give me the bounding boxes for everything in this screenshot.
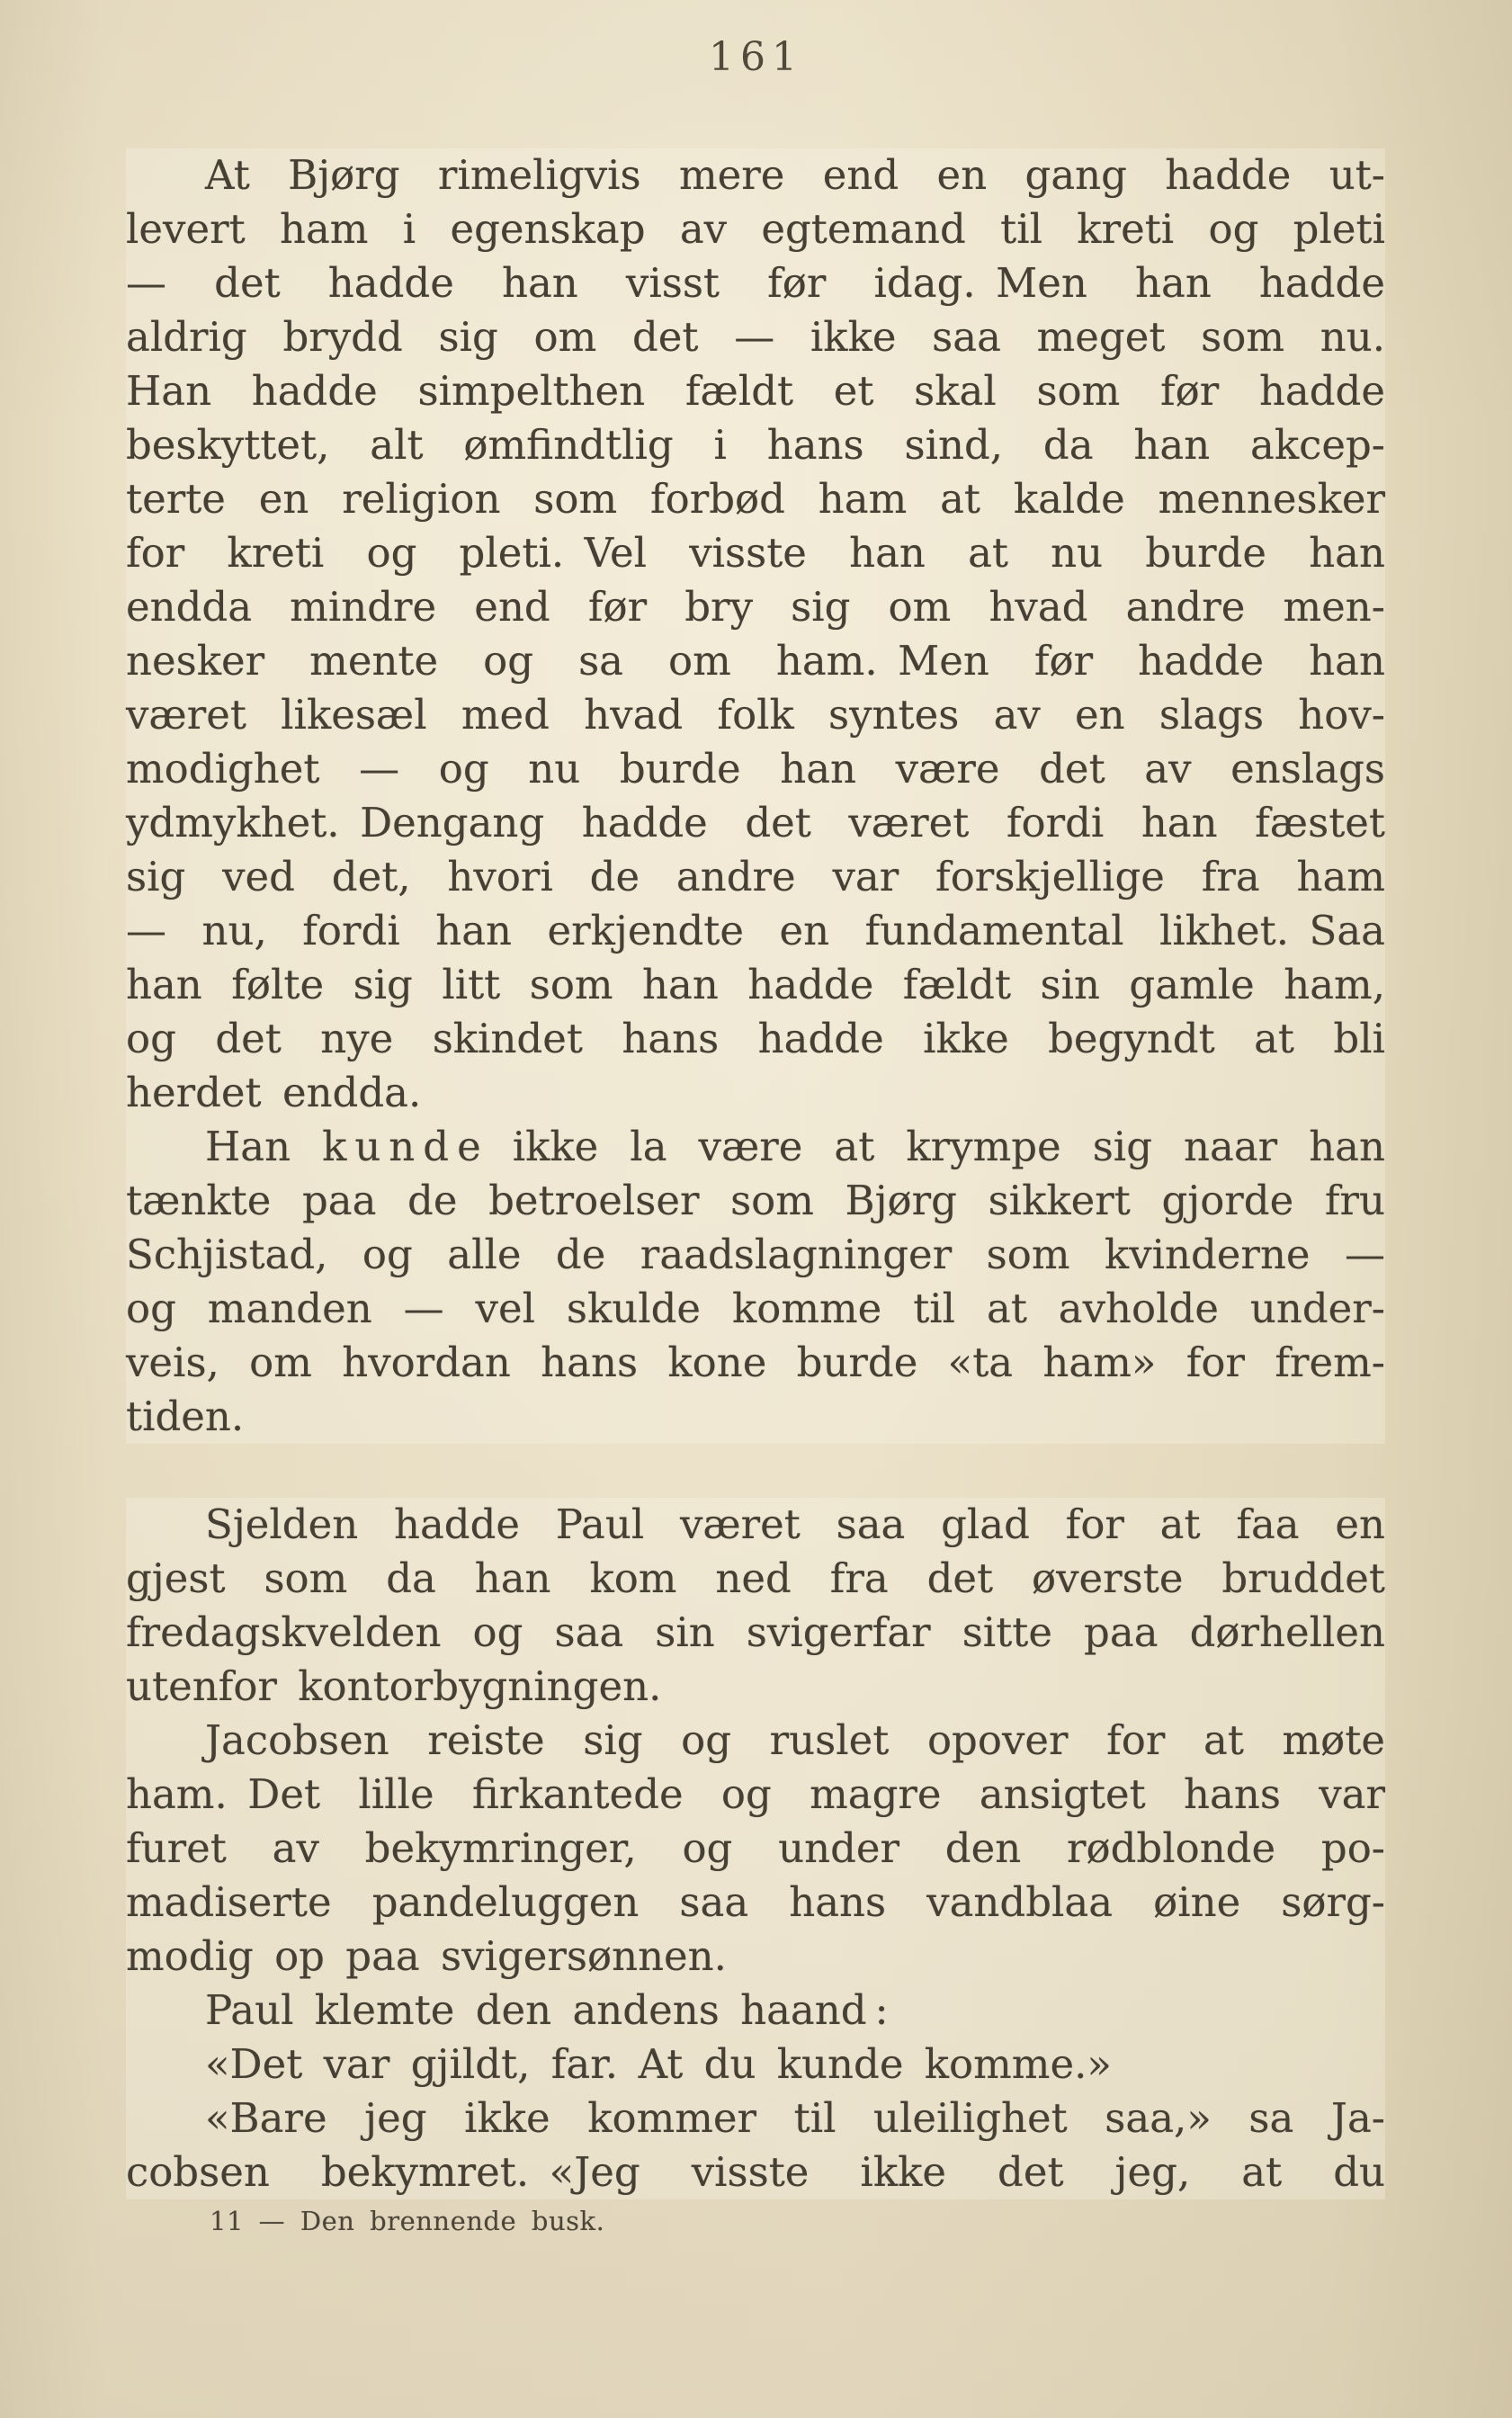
text-line: levert ham i egenskap av egtemand til kreti og pleti <box>126 202 1385 256</box>
text-line: ydmykhet. Dengang hadde det været fordi han fæstet <box>126 796 1385 850</box>
text-line: Jacobsen reiste sig og ruslet opover for at møte <box>126 1714 1385 1768</box>
text-line: «Det var gjildt, far. At du kunde komme.» <box>126 2037 1385 2091</box>
text-line: — det hadde han visst før idag. Men han hadde <box>126 256 1385 310</box>
text-line: sig ved det, hvori de andre var forskjellige fra ham <box>126 850 1385 904</box>
text-line: — nu, fordi han erkjendte en fundamental likhet. Saa <box>126 904 1385 958</box>
text-line: ham. Det lille firkantede og magre ansigtet hans var <box>126 1768 1385 1822</box>
text-line: endda mindre end før bry sig om hvad andre men- <box>126 580 1385 634</box>
text-line: veis, om hvordan hans kone burde «ta ham» for frem- <box>126 1336 1385 1390</box>
text-line: beskyttet, alt ømfindtlig i hans sind, da han akcep- <box>126 418 1385 472</box>
text-line: Han k u n d e ikke la være at krympe sig naar han <box>126 1120 1385 1174</box>
text-line: Sjelden hadde Paul været saa glad for at faa en <box>126 1498 1385 1552</box>
text-line: cobsen bekymret. «Jeg visste ikke det jeg, at du <box>126 2145 1385 2199</box>
text-line: for kreti og pleti. Vel visste han at nu burde han <box>126 526 1385 580</box>
text-line: været likesæl med hvad folk syntes av en slags hov- <box>126 688 1385 742</box>
page-number: 161 <box>709 34 803 80</box>
text-line: nesker mente og sa om ham. Men før hadde han <box>126 634 1385 688</box>
text-line: madiserte pandeluggen saa hans vandblaa øine sørg- <box>126 1876 1385 1930</box>
text-line: gjest som da han kom ned fra det øverste bruddet <box>126 1552 1385 1606</box>
text-line: modighet — og nu burde han være det av enslags <box>126 742 1385 796</box>
body-text <box>126 148 1385 2199</box>
text-line: tiden. <box>126 1390 1385 1444</box>
text-line: og det nye skindet hans hadde ikke begyndt at bli <box>126 1012 1385 1066</box>
text-line: og manden — vel skulde komme til at avholde under- <box>126 1282 1385 1336</box>
text-line: Han hadde simpelthen fældt et skal som før hadde <box>126 364 1385 418</box>
text-line: furet av bekymringer, og under den rødblonde po- <box>126 1822 1385 1876</box>
text-line: tænkte paa de betroelser som Bjørg sikkert gjorde fru <box>126 1174 1385 1228</box>
text-line: modig op paa svigersønnen. <box>126 1930 1385 1984</box>
text-line: At Bjørg rimeligvis mere end en gang hadde ut- <box>126 148 1385 202</box>
text-line: Schjistad, og alle de raadslagninger som kvinderne — <box>126 1228 1385 1282</box>
text-line: Paul klemte den andens haand : <box>126 1984 1385 2037</box>
text-line: han følte sig litt som han hadde fældt sin gamle ham, <box>126 958 1385 1012</box>
text-line: utenfor kontorbygningen. <box>126 1660 1385 1714</box>
text-line: aldrig brydd sig om det — ikke saa meget som nu. <box>126 310 1385 364</box>
text-line: «Bare jeg ikke kommer til uleilighet saa,» sa Ja- <box>126 2091 1385 2145</box>
footer-signature: 11 — Den brennende busk. <box>210 2206 605 2236</box>
text-line: terte en religion som forbød ham at kalde mennesker <box>126 472 1385 526</box>
text-line: herdet endda. <box>126 1066 1385 1120</box>
text-line: fredagskvelden og saa sin svigerfar sitte paa dørhellen <box>126 1606 1385 1660</box>
